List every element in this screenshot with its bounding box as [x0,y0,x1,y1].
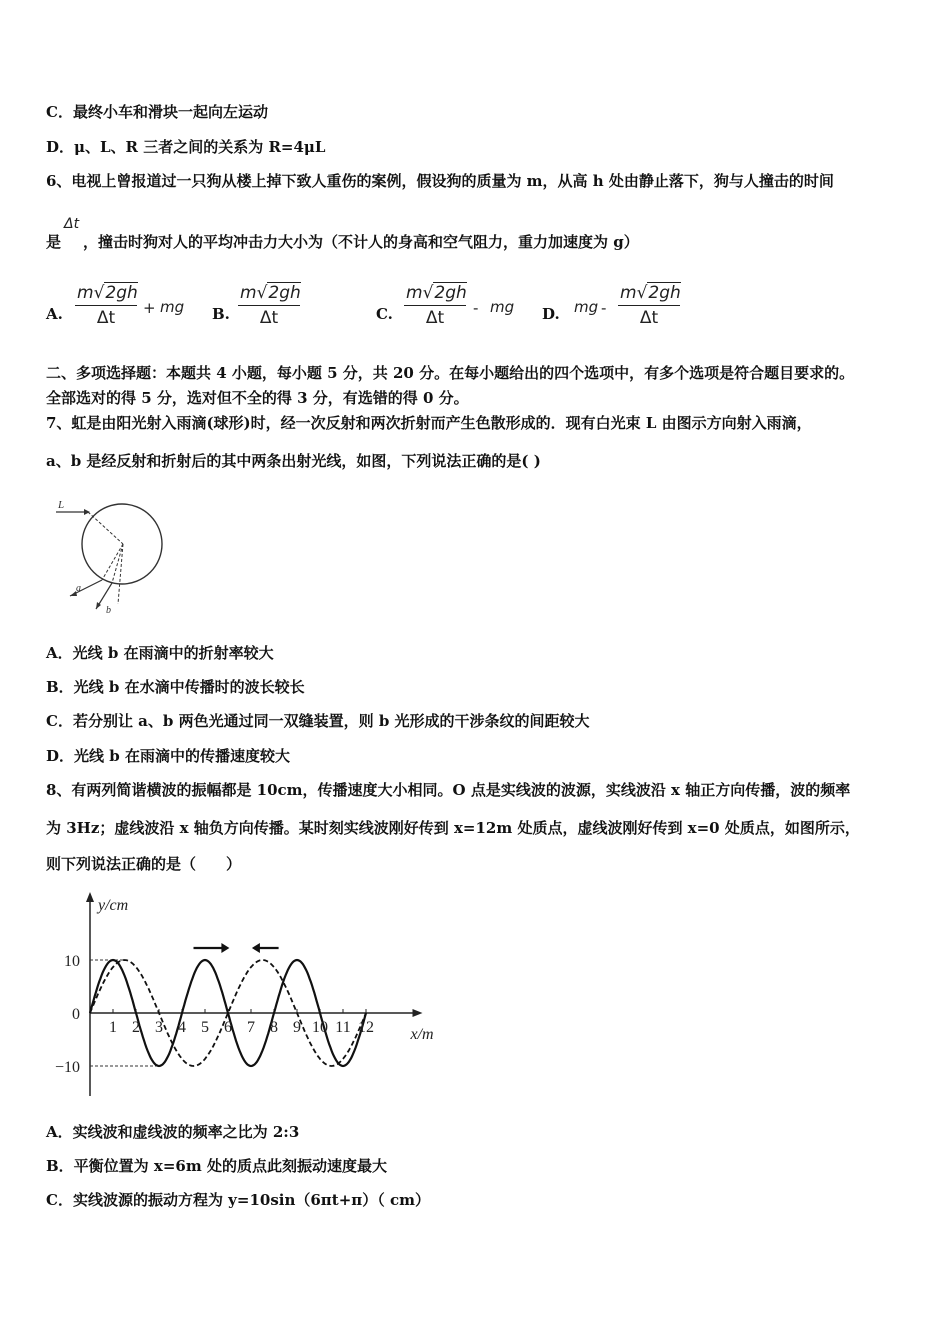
q8-stem-line1: 8、有两列简谐横波的振幅都是 10cm，传播速度大小相同。O 点是实线波的波源，实线波沿 x 轴正方向传播，波的频率 [46,781,851,799]
q6-c-m: m [406,283,423,303]
x-tick-label: 8 [270,1019,278,1036]
section2-line1: 二、多项选择题：本题共 4 小题，每小题 5 分，共 20 分。在每小题给出的四个选项中，有多个选项是符合题目要求的。 [46,364,855,382]
q8-stem-line3: 则下列说法正确的是（ ） [46,855,242,873]
q6-c-2gh: 2gh [434,283,467,303]
q6-option-d-fraction: $\frac{m√2gh}{\Delta t}$ [620,283,681,328]
y-axis-arrow [86,892,94,902]
q7-option-b: B．光线 b 在水滴中传播时的波长较长 [46,678,305,696]
q6-option-b-label: B. [212,305,230,323]
internal-ray [88,512,123,544]
y-tick-label: −10 [54,1059,80,1076]
incident-ray-arrow [84,509,90,515]
q5-option-c: C．最终小车和滑块一起向左运动 [46,103,268,121]
y-tick-label: 0 [72,1006,80,1023]
q6-d-m: m [620,283,637,303]
x-tick-label: 5 [201,1019,209,1036]
q6-b-2gh: 2gh [268,283,301,303]
internal-ray-b [112,544,123,583]
q7-stem-line2: a、b 是经反射和折射后的其中两条出射光线，如图，下列说法正确的是( ) [46,452,541,470]
label-a: a [76,583,81,594]
q6-c-mg: mg [490,298,515,316]
section2-line2: 全部选对的得 5 分，选对但不全的得 3 分，有选错的得 0 分。 [46,389,469,407]
raindrop-circle [82,504,162,584]
dashed-wave-arrowhead [252,943,260,953]
x-tick-label: 1 [109,1019,117,1036]
q6-a-plus: + [143,299,156,317]
q6-stem-post: ，撞击时狗对人的平均冲击力大小为（不计人的身高和空气阻力，重力加速度为 g） [83,233,639,251]
q6-b-m: m [240,283,257,303]
raindrop-figure [46,492,176,617]
q6-a-m: m [77,283,94,303]
q6-option-d-label: D. [542,305,560,323]
q6-a-mg: mg [160,298,185,316]
q6-c-minus: - [473,299,479,317]
q6-a-dt: Δt [96,308,116,328]
q6-d-dt: Δt [639,308,659,328]
q7-option-d: D．光线 b 在雨滴中的传播速度较大 [46,747,290,765]
q8-option-a: A．实线波和虚线波的频率之比为 2:3 [46,1123,300,1141]
q7-stem-line1: 7、虹是由阳光射入雨滴(球形)时，经一次反射和两次折射而产生色散形成的．现有白光束 L 由图示方向射入雨滴， [46,414,812,432]
q8-option-b: B．平衡位置为 x=6m 处的质点此刻振动速度最大 [46,1157,387,1175]
x-tick-label: 7 [247,1019,255,1036]
normal-line [118,544,123,604]
internal-ray-a [102,544,123,580]
q6-stem-line1: 6、电视上曾报道过一只狗从楼上掉下致人重伤的案例，假设狗的质量为 m，从高 h 处由静止落下，狗与人撞击的时间 [46,172,834,190]
x-tick-label: 2 [132,1019,140,1036]
x-axis-label: x/m [410,1026,434,1043]
x-tick-label: 3 [155,1019,163,1036]
q6-option-b-fraction: $\frac{m√2gh}{\Delta t}$ [240,283,301,328]
x-tick-label: 11 [335,1019,351,1036]
q6-d-mg: mg [574,298,599,316]
x-axis-arrow [413,1009,423,1017]
x-tick-label: 9 [293,1019,301,1036]
x-tick-label: 12 [358,1019,374,1036]
q7-option-a: A．光线 b 在雨滴中的折射率较大 [46,644,274,662]
solid-wave-arrowhead [221,943,229,953]
q6-delta-t: Δt [64,216,80,232]
q6-d-minus: - [601,299,607,317]
q6-option-a-fraction: $\frac{m√2gh}{\Delta t}$ [77,283,138,328]
q6-b-dt: Δt [259,308,279,328]
label-l: L [58,499,65,511]
q7-option-c: C．若分别让 a、b 两色光通过同一双缝装置，则 b 光形成的干涉条纹的间距较大 [46,712,590,730]
x-tick-label: 6 [224,1019,232,1036]
y-axis-label: y/cm [98,897,129,914]
q5-option-d: D．μ、L、R 三者之间的关系为 R=4μL [46,138,326,156]
q8-option-c: C．实线波源的振动方程为 y=10sin（6πt+π）（ cm） [46,1191,430,1209]
wave-chart [46,888,446,1108]
x-tick-label: 4 [178,1019,186,1036]
q6-stem-line2 [46,232,639,252]
q6-a-2gh: 2gh [105,283,138,303]
q6-c-dt: Δt [425,308,445,328]
q8-stem-line2: 为 3Hz；虚线波沿 x 轴负方向传播。某时刻实线波刚好传到 x=12m 处质点，虚线波刚好传到 x=0 处质点，如图所示， [46,819,860,837]
q6-option-a-label: A. [46,305,63,323]
q6-option-c-fraction: $\frac{m√2gh}{\Delta t}$ [406,283,467,328]
label-b: b [106,605,111,616]
q6-d-2gh: 2gh [648,283,681,303]
q6-option-c-label: C. [376,305,393,323]
y-tick-label: 10 [64,953,80,970]
x-tick-label: 10 [312,1019,328,1036]
q6-stem-pre: 是 [46,233,62,251]
